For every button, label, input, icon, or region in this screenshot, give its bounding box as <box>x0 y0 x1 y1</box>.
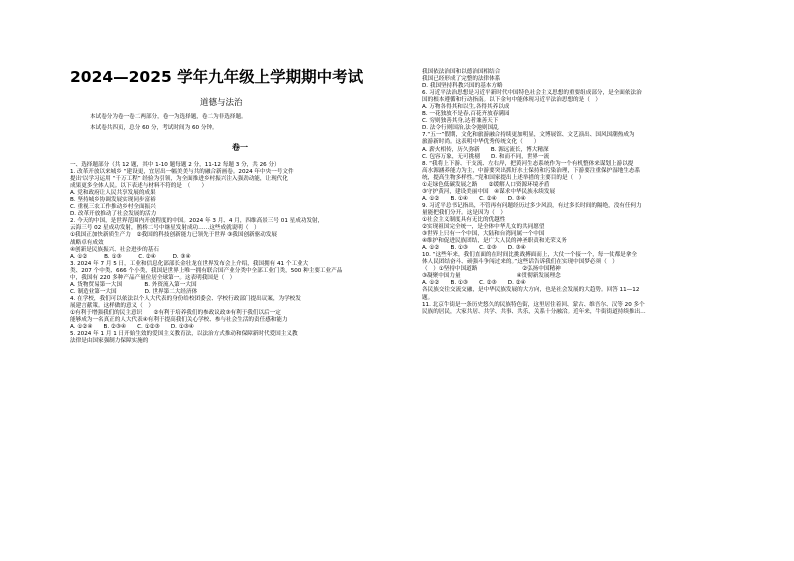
question-line: 我国已经形成了完整的法律体系 <box>422 76 501 83</box>
question-line: 云海三号 02 星成功发射，鹊桥二号中继星发射成功……这些成就说明（ ） <box>70 225 260 232</box>
question-line: 5. 2024 年 1 月 1 日开始生效的爱国主义教育法，以法治方式推动和保障新时代爱国主义教 <box>70 331 298 338</box>
question-line: C. 穷则独善其身,达者兼善天下 <box>422 118 499 125</box>
question-line: （ ）①坚持中国道路 ②弘扬中国精神 <box>422 266 561 273</box>
question-line: B. 坚持城乡协调发展实现同步富裕 <box>70 197 156 204</box>
question-line: ①走绿色低碳发展之路 ②缓解人口资源环境矛盾 <box>422 181 550 188</box>
question-line: 战略卓有成效 <box>70 239 104 246</box>
question-line: 一、选择题部分（共 12 题，其中 1-10 题每题 2 分，11-12 每题 3 分，共 26 分） <box>70 162 280 168</box>
question-line: 旅游新时尚。这表明中华优秀传统文化（ ） <box>422 139 540 146</box>
question-line: ④创新是民族振兴、社会进步的基石 <box>70 246 159 253</box>
question-line: 展建言献策。这样做的意义（ ） <box>70 302 154 309</box>
question-line: A. ①② B. ①④ C. ②④ D. ③④ <box>422 195 526 202</box>
question-line: D. 改革开放推动了社会发展的活力 <box>70 211 157 218</box>
question-line: 类、207 个中类、666 个小类，我国是世界上唯一拥有联合国产业分类中全部工业门类，500 种主要工业产品 <box>70 267 343 274</box>
left-column <box>70 162 380 345</box>
question-line: 量能把我们分开。这是因为（ ） <box>422 209 506 216</box>
question-line: 10. “这些年来，我们直面的在时间比挑战搏面而上，大仗一个接一个，每一仗都是拿全 <box>422 252 637 259</box>
question-line: D. 法令行则国治,法令弛则国乱 <box>422 125 499 132</box>
question-line: A. 薪火相传，历久弥新 B. 源远流长，博大精深 <box>422 146 549 153</box>
question-line: 题。 <box>422 294 434 301</box>
subject-title: 道德与法治 <box>200 98 243 108</box>
question-line: 法律是由国家强制力保障实施的 <box>70 338 149 345</box>
exam-note-2: 本试卷共四页，总分 60 分，考试时间为 60 分钟。 <box>90 125 218 131</box>
right-column <box>422 69 740 316</box>
question-line: ③凝聚中国力量 ④贯彻新发展理念 <box>422 273 561 280</box>
question-line: ③世界上只有一个中国，大陆和台湾同属一个中国 <box>422 231 545 238</box>
question-line: 7.“五一”假期，文化和旅游融合持续更加明显，文博展馆、文艺演出、国风国潮热成为 <box>422 132 635 139</box>
question-line: 各民族交往交流交融，是中华民族发展的大方向，也是社会发展的大趋势。回答 11—12 <box>422 287 640 294</box>
question-line: ①我国正加快新质生产力 ②我国的科技创新能力已领先于世界 ③我国创新驱动发展 <box>70 232 278 239</box>
question-line: ①有利于增强我们的民主意识 ②有利于培养我们的参政议政③有利于我们以后一定 <box>70 309 281 316</box>
question-line: 能够成为一名真正的人大代表④有利于提高我们关心学校、参与社会生活的责任感和能力 <box>70 317 288 324</box>
question-line: B. 一花独放不是春,百花齐放春满园 <box>422 111 510 118</box>
question-line: A. 万物各得其和以生,各得其养以成 <box>422 104 510 111</box>
question-line: 高水源涵养能力为主，中游要突出抓好水土保持和污染治理，下游要注重保护湿地生态系 <box>422 167 641 174</box>
question-line: 统，提高生物多样性。”党和国家提出上述举措的主要目的是（ ） <box>422 174 585 181</box>
question-line: 11. 北京牛街是一条历史悠久的民族特色街，这里居住着回、蒙古、维吾尔、汉等 20 多个 <box>422 301 645 308</box>
question-line: ①社会主义制度具有无比的优越性 <box>422 216 506 223</box>
question-line: 4. 在学校，我们可以依法以个人大代表的身份给校团委会、学校行政部门提出议案，为学校发 <box>70 295 301 302</box>
question-line: A. 党和政府让人民共享发展的成果 <box>70 190 156 197</box>
question-line: C. 制造业第一大国 D. 世界第二大经济体 <box>70 288 198 295</box>
question-line: A. ①② B. ①③ C. ②③ D. ②④ <box>422 280 526 287</box>
exam-note-1: 本试卷分为卷一卷二两部分，卷一为选择题，卷二为非选择题。 <box>90 114 247 120</box>
question-line: 6. 习近平法治思想是习近平新时代中国特色社会主义思想的重要组成部分，是全面依法治 <box>422 90 642 97</box>
question-line: 国的根本遵循和行动指南。以下金句中能体现习近平法治思想的是（ ） <box>422 97 602 104</box>
question-line: 提出'以学习运用 “千万工程” 经验为引领，为全面推进乡村振兴注入强劲动能，让现代化 <box>70 176 288 183</box>
question-line: D. 我国坚持科教兴国的基本方略 <box>422 83 503 90</box>
exam-title: 2024—2025 学年九年级上学期期中考试 <box>70 68 364 86</box>
question-line: ②实现祖国完全统一，是全体中华儿女的共同愿望 <box>422 224 545 231</box>
question-line: C. 包容万象，无可挑剔 D. 和而不同，世界一流 <box>422 153 550 160</box>
question-line: 体人民团结奋斗、顽强斗争闯过来的。”这些话告诉我们在实现中国梦必须（ ） <box>422 259 618 266</box>
question-line: 我国依法治国和以德治国相结合 <box>422 69 501 75</box>
section-title: 卷一 <box>232 143 248 152</box>
question-line: 3. 2024 年 7 月 5 日，工业和信息化部部长金壮龙在世界发布会上介绍，我国拥有 41 个工业大 <box>70 260 309 267</box>
question-line: 2. 今天的中国，是世界范围内开放程度的中国。2024 年 3 月、4 月，四维高景三号 01 星成功发射， <box>70 218 324 225</box>
question-line: 1. 改革开放以来城乡 “建设更，宜居出一幅美美与共的融合新画卷。2024 年中央一号文件 <box>70 169 294 176</box>
question-line: 成果更多全体人民。以下表述与材料不符的是 （ ） <box>70 183 208 190</box>
question-line: 9. 习近平总书记指出，不管再有问题经历过多少风浪，有过多长时间的隔绝，没有任何力 <box>422 202 642 209</box>
question-line: ④维护和促进民族团结，是广大人民的神圣职责和光荣义务 <box>422 238 567 245</box>
question-line: A. 货物贸易第一大国 B. 外资流入第一大国 <box>70 281 197 288</box>
question-line: A. ①② B. ①③ C. ②③ D. ③④ <box>422 245 526 252</box>
question-line: 民族的居民，大家共居、共学、共事、共乐，关系十分融洽。近年来，牛街街道持续推出… <box>422 308 646 315</box>
question-line: C. 重视三农工作推动乡村全面振兴 <box>70 204 156 211</box>
question-line: A. ①②④ B. ②③④ C. ①②③ D. ①③④ <box>70 324 194 331</box>
question-line: 中，我国有 220 多种产品产量位居全球第一。这表明我国是（ ） <box>70 274 236 281</box>
question-line: 8. “我将上下游、干支流、左右岸，把黄河生态系统作为一个有机整体来谋划上游以提 <box>422 160 634 167</box>
question-line: A. ①② B. ①③ C. ②④ D. ③④ <box>70 253 191 260</box>
question-line: ③守护黄河，建设美丽中国 ④谋求中华民族永续发展 <box>422 188 556 195</box>
